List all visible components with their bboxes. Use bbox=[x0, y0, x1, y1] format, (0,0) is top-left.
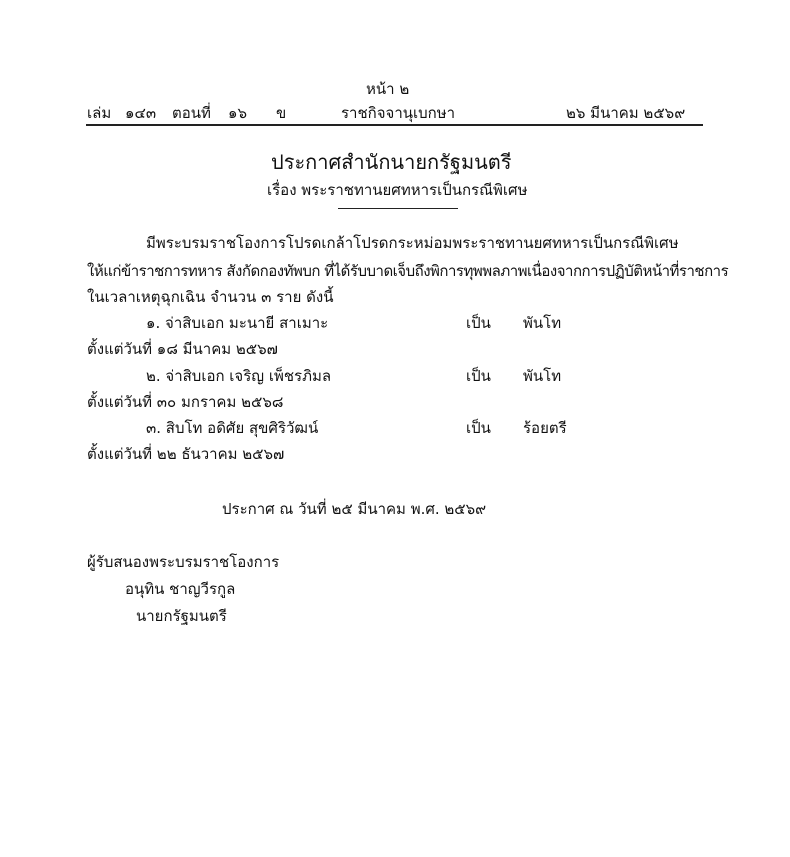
paragraph-line-3: ในเวลาเหตุฉุกเฉิน จำนวน ๓ ราย ดังนี้ bbox=[87, 288, 334, 306]
section-letter: ข bbox=[276, 104, 287, 122]
list-item-since: ตั้งแต่วันที่ ๓๐ มกราคม ๒๕๖๘ bbox=[87, 393, 284, 411]
list-item-since: ตั้งแต่วันที่ ๒๒ ธันวาคม ๒๕๖๗ bbox=[87, 445, 285, 463]
header-rule bbox=[86, 124, 703, 126]
gazette-name: ราชกิจจานุเบกษา bbox=[341, 104, 456, 122]
list-item-be: เป็น bbox=[466, 314, 491, 332]
list-item-be: เป็น bbox=[466, 367, 491, 385]
issue-date: ๒๖ มีนาคม ๒๕๖๙ bbox=[566, 104, 686, 122]
volume-number: ๑๔๓ bbox=[125, 104, 157, 122]
list-item: ๓. สิบโท อดิศัย สุขศิริวัฒน์ bbox=[146, 419, 319, 437]
title-rule bbox=[338, 208, 458, 209]
list-item-since: ตั้งแต่วันที่ ๑๘ มีนาคม ๒๕๖๗ bbox=[87, 340, 278, 358]
section-number: ๑๖ bbox=[228, 104, 248, 122]
section-label: ตอนที่ bbox=[172, 104, 211, 122]
list-item-rank: พันโท bbox=[523, 314, 562, 332]
paragraph-line-2: ให้แก่ข้าราชการทหาร สังกัดกองทัพบก ที่ได้รับบาดเจ็บถึงพิการทุพพลภาพเนื่องจากการปฏิบัติหน้าที่ราชการ bbox=[87, 262, 729, 280]
list-item: ๒. จ่าสิบเอก เจริญ เพ็ชรภิมล bbox=[146, 367, 332, 385]
list-item: ๑. จ่าสิบเอก มะนายี สาเมาะ bbox=[146, 314, 329, 332]
list-item-be: เป็น bbox=[466, 419, 491, 437]
signatory-name: อนุทิน ชาญวีรกูล bbox=[125, 580, 236, 598]
announcement-subject: เรื่อง พระราชทานยศทหารเป็นกรณีพิเศษ bbox=[267, 181, 528, 199]
page-number: หน้า ๒ bbox=[366, 80, 410, 98]
announcement-date: ประกาศ ณ วันที่ ๒๕ มีนาคม พ.ศ. ๒๕๖๙ bbox=[222, 500, 487, 518]
list-item-rank: พันโท bbox=[523, 367, 562, 385]
paragraph-line-1: มีพระบรมราชโองการโปรดเกล้าโปรดกระหม่อมพระราชทานยศทหารเป็นกรณีพิเศษ bbox=[146, 234, 679, 252]
announcement-title: ประกาศสำนักนายกรัฐมนตรี bbox=[271, 150, 512, 174]
list-item-rank: ร้อยตรี bbox=[523, 419, 567, 437]
countersign-label: ผู้รับสนองพระบรมราชโองการ bbox=[87, 553, 280, 571]
signatory-position: นายกรัฐมนตรี bbox=[136, 607, 227, 625]
volume-label: เล่ม bbox=[87, 104, 112, 122]
